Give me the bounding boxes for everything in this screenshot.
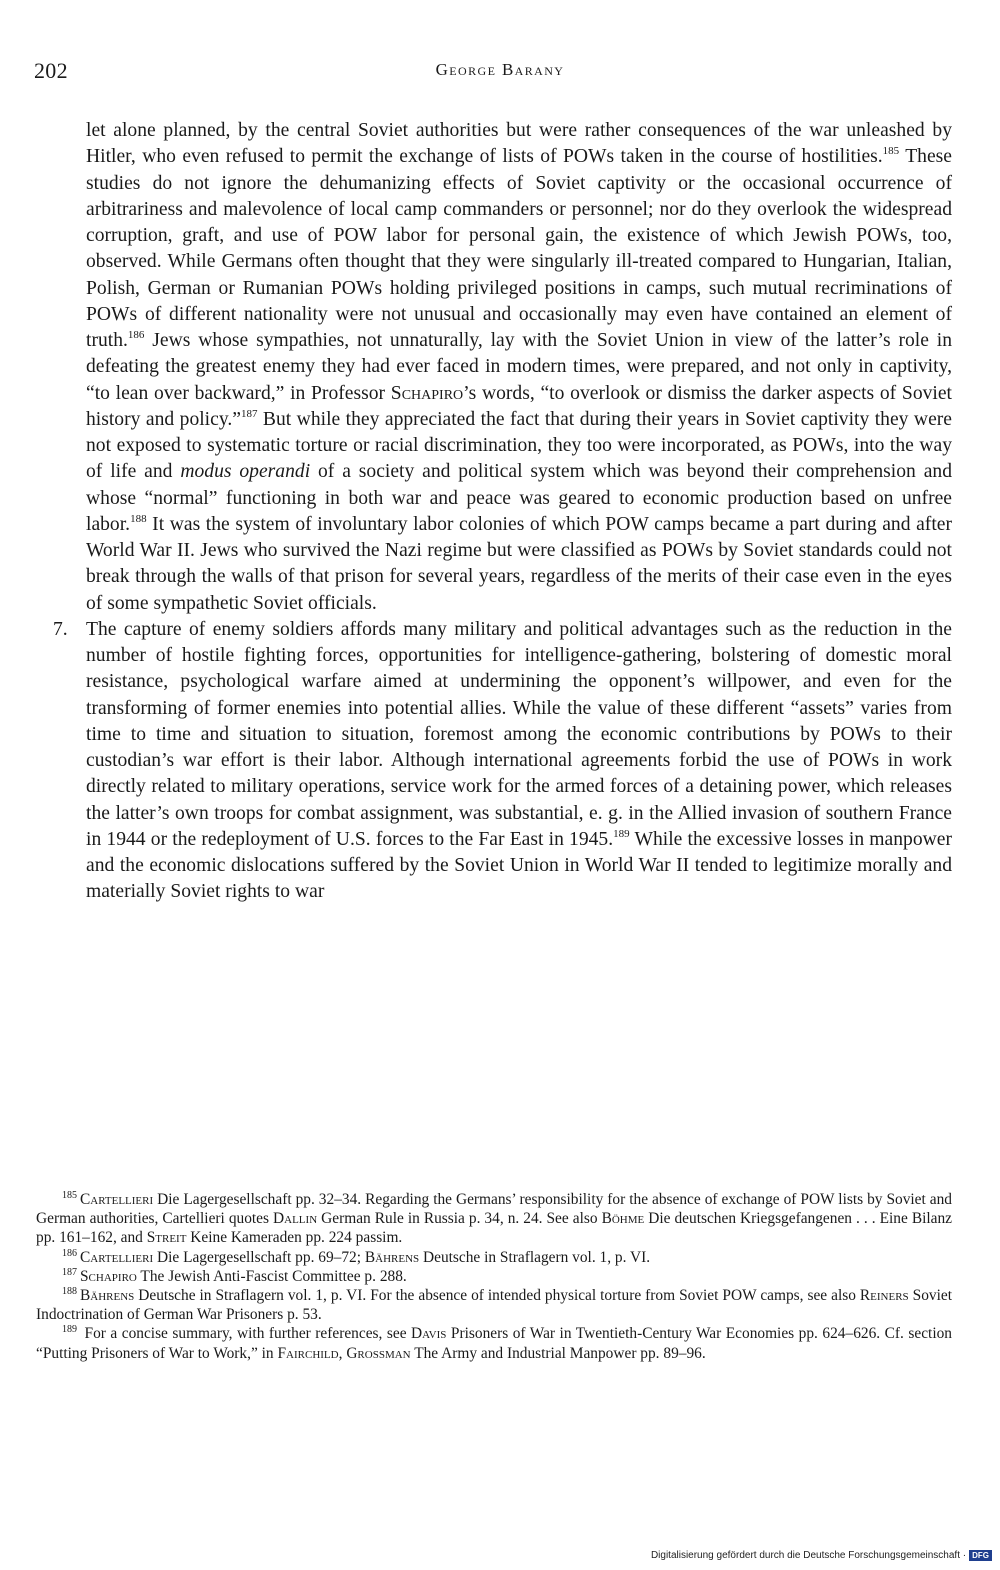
footnote-number: 189 <box>62 1324 77 1336</box>
author-name: Bährens <box>80 1287 135 1305</box>
footnotes <box>36 1190 952 1363</box>
body-text <box>53 118 953 906</box>
text-run: It was the system of involuntary labor colonies of which POW camps became a part during and after World War II. Jews who survived the Nazi regime but were classified as POWs by Soviet standards could not break through the walls of that prison for several years, regardless of the merits of their case even in the eyes of some sympathetic Soviet officials. <box>86 513 952 614</box>
footnote-188 <box>36 1286 952 1324</box>
footnote-187 <box>36 1267 952 1286</box>
text-run: These studies do not ignore the dehumanizing effects of Soviet captivity or the occasional occurrence of arbitrariness and malevolence of local camp commanders or personnel; nor do they overlook the widespread corruption, graft, and use of POW labor for personal gain, the existence of which Jewish POWs, too, observed. While Germans often thought that they were singularly ill-treated compared to Hungarian, Italian, Polish, German or Rumanian POWs holding privileged positions in camps, such mutual recriminations of POWs of different nationality were not unusual and occasionally may even have contained an element of truth. <box>86 146 952 351</box>
text-run: let alone planned, by the central Soviet authorities but were rather consequences of the war unleashed by Hitler, who even refused to permit the exchange of lists of POWs taken in the course of hostilities. <box>86 120 952 168</box>
digitization-credit <box>651 1550 992 1561</box>
footnote-reference[interactable]: 189 <box>613 827 630 840</box>
footnote-186 <box>36 1248 952 1267</box>
text-run: Die Lagergesellschaft pp. 32–34. Regarding the Germans’ responsibility for the absence of exchange of POW lists by Soviet and German authorities, Cartellieri quotes <box>36 1191 952 1228</box>
footnote-reference[interactable]: 188 <box>130 512 147 525</box>
text-run: ’s words, “to overlook or dismiss the darker aspects of Soviet history and policy.” <box>86 382 953 430</box>
footnote-reference[interactable]: 187 <box>240 407 258 420</box>
footnote-185 <box>36 1190 952 1248</box>
footnote-189 <box>36 1324 952 1362</box>
text-run: Jews whose sympathies, not unnaturally, lay with the Soviet Union in view of the latter’s role in defeating the greatest enemy they had ever faced in modern times, were prepared, and not only in captivity, “to lean over backward,” in Professor <box>86 330 952 404</box>
author-name: Schapiro <box>80 1267 137 1285</box>
footnote-reference[interactable]: 185 <box>882 145 900 158</box>
footnote-reference[interactable]: 186 <box>127 329 145 341</box>
text-run: Prisoners of War in Twentieth-Century War Economies pp. 624–626. Cf. section “Putting Prisoners of War to Work,” in <box>36 1325 952 1362</box>
page-number: 202 <box>34 58 68 83</box>
numbered-paragraph <box>53 617 952 906</box>
text-run: , <box>338 1344 347 1362</box>
author-name: Dallin <box>273 1210 318 1228</box>
author-name: Böhme <box>601 1210 645 1228</box>
text-run: Die deutschen Kriegsgefangenen . . . Eine Bilanz pp. 161–162, and <box>36 1210 952 1247</box>
author-name: Bährens <box>364 1248 420 1266</box>
text-run: The Jewish Anti-Fascist Committee p. 288. <box>136 1267 407 1285</box>
text-run: Deutsche in Straflagern vol. 1, p. VI. For the absence of intended physical torture from Soviet POW camps, see also <box>134 1287 860 1305</box>
paragraph-number: 7. <box>53 618 68 640</box>
text-run: The capture of enemy soldiers affords many military and political advantages such as the reduction in the number of hostile fighting forces, opportunities for intelligence-gathering, bolstering of domestic moral resistance, psychological warfare aimed at undermining the opponent’s willpower, and even for the transforming of former enemies into potential allies. While the value of these different “assets” varies from time to time and situation to situation, foremost among the economic contributions by POWs to their custodian’s war effort is their labor. Although international agreements forbid the use of POWs in work directly related to military operations, service work for the armed forces of a detaining power, which releases the latter’s own troops for combat assignment, was substantial, e. g. in the Allied invasion of southern France in 1944 or the redeployment of U.S. forces to the Far East in 1945. <box>86 618 952 850</box>
author-name: Fairchild <box>277 1344 339 1362</box>
author-name: Grossman <box>346 1344 411 1362</box>
text-run: Die Lagergesellschaft pp. 69–72; <box>153 1248 365 1266</box>
footnote-number: 188 <box>62 1286 77 1298</box>
text-run: Soviet Indoctrination of German War Prisoners p. 53. <box>36 1287 952 1324</box>
text-run: For a concise summary, with further references, see <box>80 1325 412 1343</box>
author-name: Davis <box>411 1325 447 1343</box>
body-paragraph <box>86 118 952 617</box>
text-run: Deutsche in Straflagern vol. 1, p. VI. <box>419 1248 651 1266</box>
text-run: of a society and political system which was beyond their comprehension and whose “normal” functioning in both war and peace was geared to economic production based on unfree labor. <box>86 461 952 535</box>
footnote-number: 187 <box>62 1266 77 1278</box>
text-run: The Army and Industrial Manpower pp. 89–96. <box>410 1344 706 1362</box>
footnote-number: 185 <box>62 1190 77 1201</box>
italic-phrase: modus operandi <box>180 461 311 483</box>
text-run: German Rule in Russia p. 34, n. 24. See also <box>317 1210 602 1228</box>
author-name: Schapiro <box>390 382 464 404</box>
author-name: Streit <box>146 1229 187 1247</box>
author-name: Reiners <box>859 1287 909 1305</box>
text-run: But while they appreciated the fact that during their years in Soviet captivity they were not exposed to systematic torture or racial discrimination, they too were incorporated, as POWs, into the way of life and <box>86 408 953 483</box>
author-name: Cartellieri <box>80 1191 154 1208</box>
credit-text: Digitalisierung gefördert durch die Deutsche Forschungsgemeinschaft · <box>650 1550 967 1561</box>
running-head: George Barany <box>435 60 565 79</box>
author-name: Cartellieri <box>80 1248 154 1266</box>
text-run: While the excessive losses in manpower and the economic dislocations suffered by the Soviet Union in World War II tended to legitimize morally and materially Soviet rights to war <box>86 828 952 903</box>
dfg-logo: DFG <box>969 1550 992 1561</box>
text-run: Keine Kameraden pp. 224 passim. <box>186 1229 403 1247</box>
footnote-number: 186 <box>62 1247 77 1259</box>
